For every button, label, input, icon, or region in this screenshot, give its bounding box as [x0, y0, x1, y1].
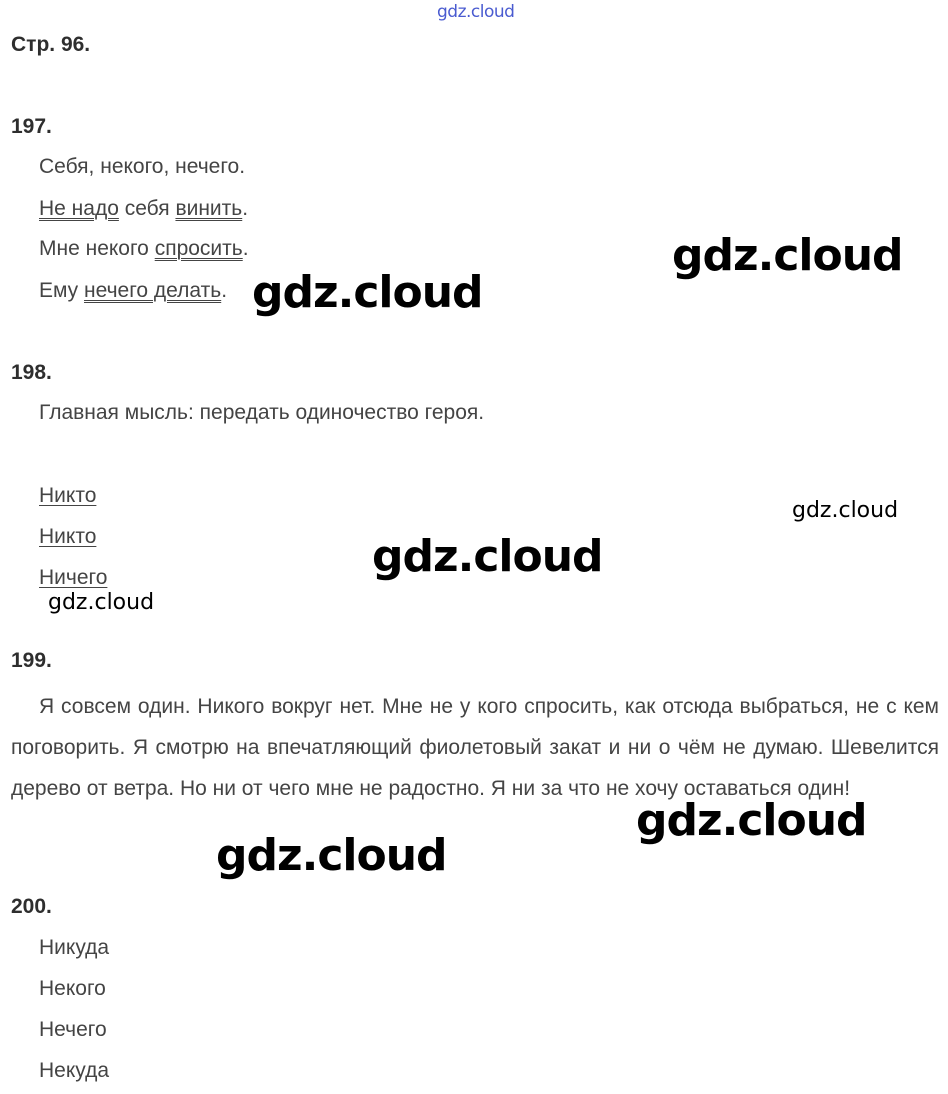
exercise-197-line-2	[39, 197, 248, 221]
period: .	[242, 197, 249, 220]
exercise-200-item-1: Никуда	[39, 936, 110, 959]
exercise-198-main-thought: Главная мысль: передать одиночество героя.	[39, 401, 485, 424]
predicate-vinit: винить	[175, 197, 243, 220]
exercise-198-item-1: Никто	[39, 484, 97, 507]
exercise-197-number: 197.	[11, 115, 52, 138]
text-segment: себя	[118, 197, 176, 220]
watermark: gdz.cloud	[216, 830, 447, 881]
exercise-200-number: 200.	[11, 895, 52, 918]
watermark: gdz.cloud	[636, 795, 867, 846]
exercise-200-item-3: Нечего	[39, 1018, 107, 1041]
watermark: gdz.cloud	[672, 230, 903, 281]
watermark: gdz.cloud	[252, 267, 483, 318]
watermark: gdz.cloud	[48, 590, 155, 615]
exercise-199-number: 199.	[11, 649, 52, 672]
exercise-197-line-3	[39, 237, 249, 261]
exercise-198-item-2: Никто	[39, 525, 97, 548]
predicate-sprosit: спросить	[154, 237, 243, 260]
exercise-200-item-4: Некуда	[39, 1059, 110, 1082]
page-reference: Стр. 96.	[11, 33, 91, 56]
exercise-198-item-3: Ничего	[39, 566, 108, 589]
exercise-199-paragraph: Я совсем один. Никого вокруг нет. Мне не у кого спросить, как отсюда выбраться, не с кем поговорить. Я смотрю на впечатляющий фиолетовый закат и ни о чём не думаю. Шевелится дерево от ветра. Но ни от чего мне не радостно. Я ни за что не хочу оставаться один!	[11, 695, 939, 800]
period: .	[221, 279, 228, 302]
text-segment: Мне некого	[39, 237, 155, 260]
watermark-top: gdz.cloud	[437, 2, 515, 22]
exercise-197-line-1: Себя, некого, нечего.	[39, 155, 246, 178]
text-segment: Ему	[39, 279, 85, 302]
watermark: gdz.cloud	[372, 531, 603, 582]
watermark: gdz.cloud	[792, 498, 899, 523]
exercise-197-line-4	[39, 279, 227, 303]
predicate-ne-nado: Не надо	[39, 197, 119, 220]
period: .	[242, 237, 249, 260]
predicate-nechego-delat: нечего делать	[84, 279, 222, 302]
exercise-198-number: 198.	[11, 361, 52, 384]
exercise-200-item-2: Некого	[39, 977, 106, 1000]
